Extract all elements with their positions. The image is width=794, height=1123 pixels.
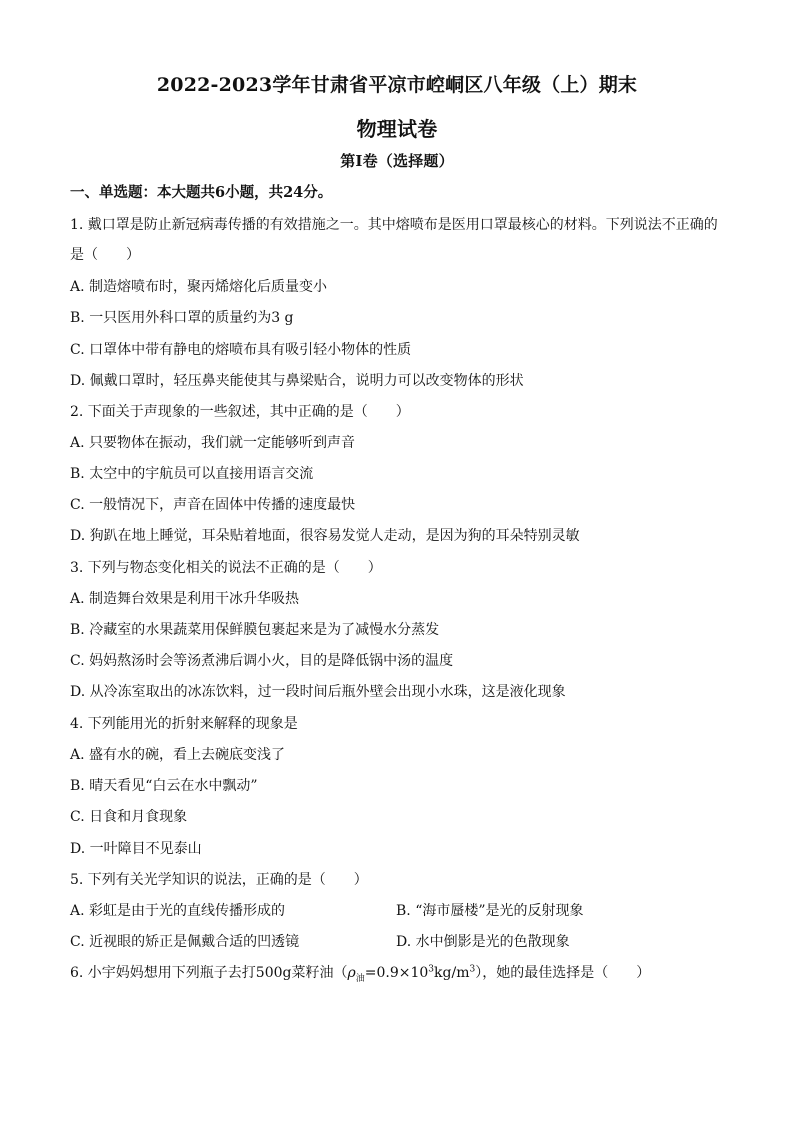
q5-option-b: B. “海市蜃楼”是光的反射现象 (396, 903, 584, 919)
exam-subtitle: 物理试卷 (356, 117, 438, 141)
q2-stem: 2. 下面关于声现象的一些叙述，其中正确的是（ ） (70, 404, 410, 420)
q6-unit-exponent: 3 (469, 964, 476, 975)
rho-symbol: ρ (347, 965, 356, 981)
q3-stem: 3. 下列与物态变化相关的说法不正确的是（ ） (70, 560, 382, 576)
q2-option-a: A. 只要物体在振动，我们就一定能够听到声音 (70, 435, 356, 451)
q5-option-d: D. 水中倒影是光的色散现象 (396, 934, 570, 950)
q1-option-c: C. 口罩体中带有静电的熔喷布具有吸引轻小物体的性质 (70, 342, 412, 358)
q4-option-b: B. 晴天看见“白云在水中飘动” (70, 778, 258, 794)
q5-option-c: C. 近视眼的矫正是佩戴合适的凹透镜 (70, 934, 300, 950)
q6-stem (70, 962, 734, 984)
q1-option-d: D. 佩戴口罩时，轻压鼻夹能使其与鼻梁贴合，说明力可以改变物体的形状 (70, 373, 524, 389)
q4-option-d: D. 一叶障目不见泰山 (70, 841, 202, 857)
q6-formula: =0.9×10 (364, 965, 429, 981)
q1-option-b: B. 一只医用外科口罩的质量约为3 g (70, 310, 294, 326)
q4-stem: 4. 下列能用光的折射来解释的现象是 (70, 716, 298, 732)
q3-option-c: C. 妈妈熬汤时会等汤煮沸后调小火，目的是降低锅中汤的温度 (70, 653, 454, 669)
q6-unit: kg/m (434, 965, 470, 981)
q2-option-b: B. 太空中的宇航员可以直接用语言交流 (70, 466, 314, 482)
q6-stem-before: 6. 小宇妈妈想用下列瓶子去打500g菜籽油（ (70, 965, 348, 981)
q3-option-a: A. 制造舞台效果是利用干冰升华吸热 (70, 591, 300, 607)
q6-stem-after: ），她的最佳选择是（ ） (475, 965, 651, 981)
exam-title: 2022-2023学年甘肃省平凉市崆峒区八年级（上）期末 (156, 74, 638, 96)
q5-stem: 5. 下列有关光学知识的说法，正确的是（ ） (70, 872, 368, 888)
q2-option-c: C. 一般情况下，声音在固体中传播的速度最快 (70, 497, 356, 513)
q1-stem-line2: 是（ ） (70, 247, 140, 263)
q4-option-a: A. 盛有水的碗，看上去碗底变浅了 (70, 747, 286, 763)
q5-option-a: A. 彩虹是由于光的直线传播形成的 (70, 903, 286, 919)
q4-option-c: C. 日食和月食现象 (70, 809, 188, 825)
q1-stem-line1: 1. 戴口罩是防止新冠病毒传播的有效措施之一。其中熔喷布是医用口罩最核心的材料。下列说法不正确的 (70, 217, 718, 233)
rho-subscript: 油 (355, 973, 365, 984)
q3-option-d: D. 从冷冻室取出的冰冻饮料，过一段时间后瓶外壁会出现小水珠，这是液化现象 (70, 684, 566, 700)
q6-exponent: 3 (428, 964, 435, 975)
q3-option-b: B. 冷藏室的水果蔬菜用保鲜膜包裹起来是为了减慢水分蒸发 (70, 622, 440, 638)
section-heading: 一、单选题：本大题共6小题，共24分。 (70, 184, 333, 201)
part-heading: 第I卷（选择题） (340, 152, 454, 170)
q2-option-d: D. 狗趴在地上睡觉，耳朵贴着地面，很容易发觉人走动，是因为狗的耳朵特别灵敏 (70, 528, 580, 544)
q1-option-a: A. 制造熔喷布时，聚丙烯熔化后质量变小 (70, 279, 328, 295)
